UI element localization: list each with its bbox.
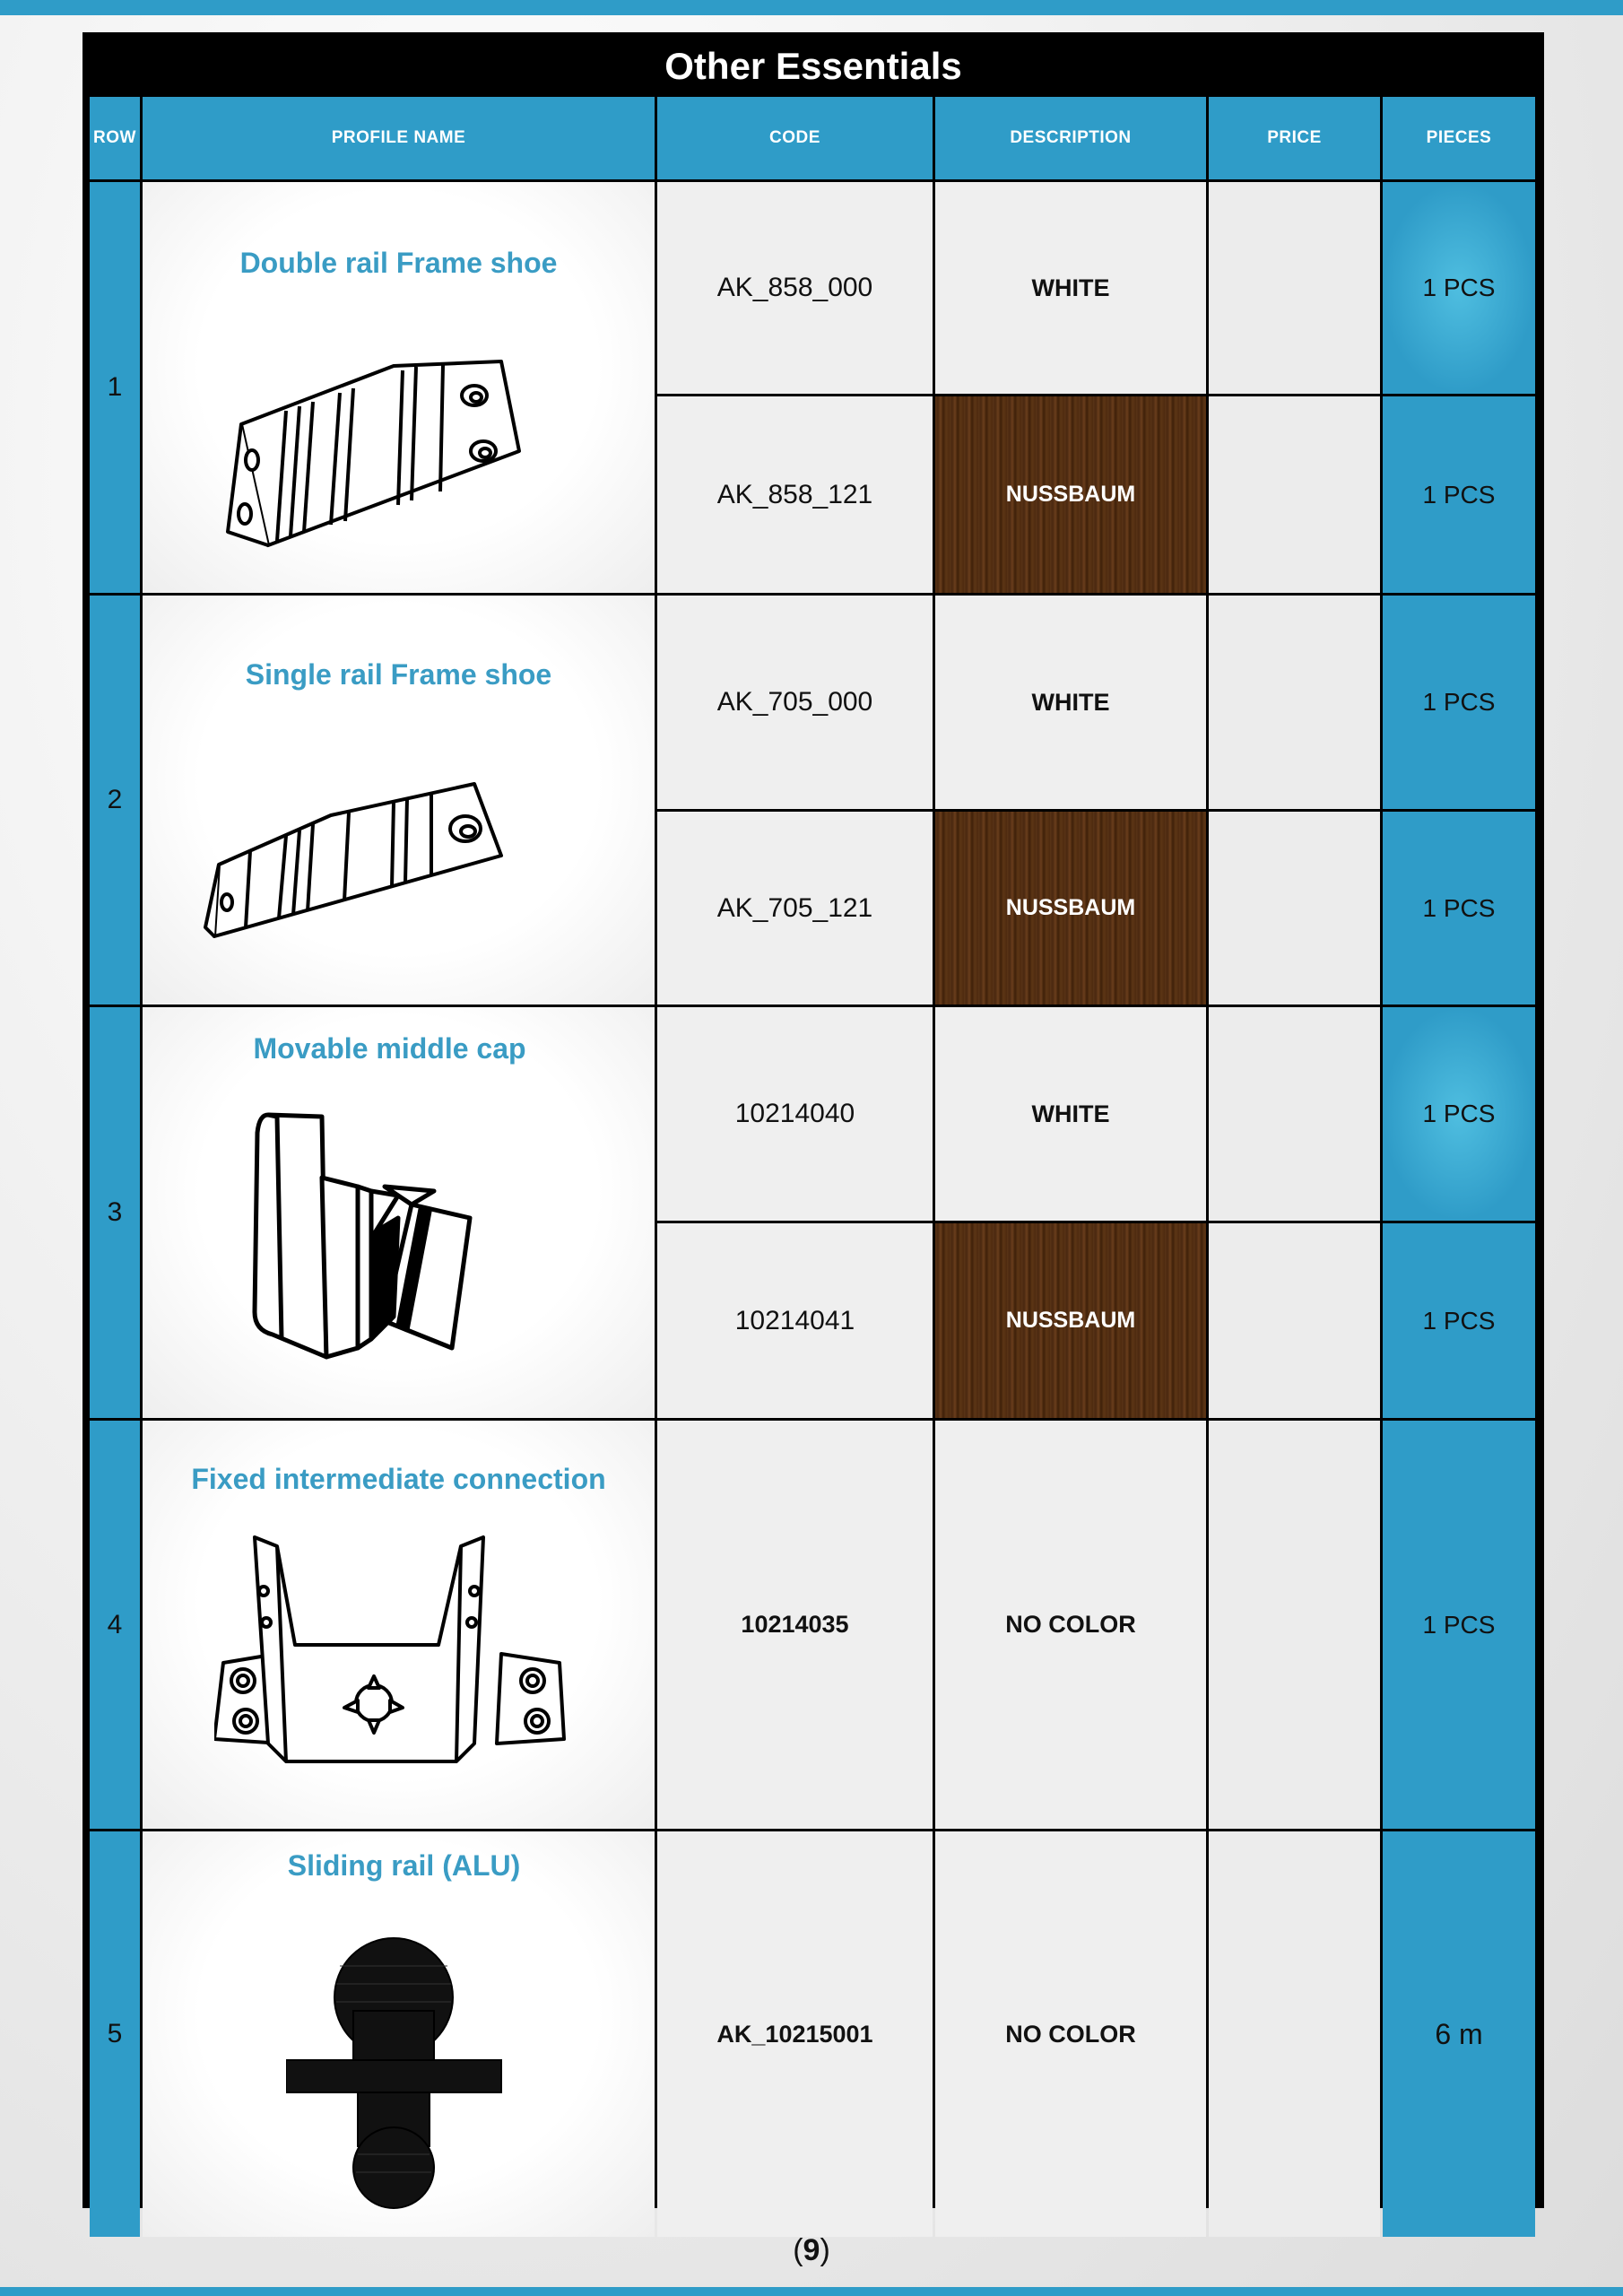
pieces-cell: 1 PCS (1383, 182, 1535, 394)
price-cell (1209, 812, 1380, 1004)
page-number-value: 9 (803, 2233, 820, 2267)
product-table (82, 32, 1544, 2208)
pieces-cell: 1 PCS (1383, 1223, 1535, 1418)
price-cell (1209, 1421, 1380, 1829)
movable-middle-cap-image (241, 1106, 528, 1375)
header-price: PRICE (1209, 97, 1380, 179)
page-number: (9) (793, 2233, 830, 2267)
product-cell (143, 1421, 655, 1829)
page-title: Other Essentials (664, 45, 962, 87)
header-code: CODE (657, 97, 933, 179)
double-rail-frame-shoe-image (214, 326, 591, 559)
code-cell: AK_858_000 (657, 182, 933, 394)
fixed-intermediate-connection-image (214, 1528, 591, 1779)
code-cell: 10214035 (657, 1421, 933, 1829)
product-name: Movable middle cap (253, 1032, 526, 1065)
pieces-cell: 1 PCS (1383, 396, 1535, 593)
code-cell: 10214041 (657, 1223, 933, 1418)
pieces-cell: 1 PCS (1383, 812, 1535, 1004)
description-cell-wood-swatch: NUSSBAUM (935, 812, 1206, 1004)
product-cell (143, 1831, 655, 2237)
row-number: 2 (90, 596, 140, 1004)
row-number: 1 (90, 182, 140, 593)
product-name: Single rail Frame shoe (245, 658, 552, 691)
product-cell (143, 182, 655, 593)
row-number: 3 (90, 1007, 140, 1418)
header-description: DESCRIPTION (935, 97, 1206, 179)
pieces-cell: 6 m (1383, 1831, 1535, 2237)
description-cell-wood-swatch: NUSSBAUM (935, 396, 1206, 593)
description-cell: WHITE (935, 182, 1206, 394)
price-cell (1209, 1223, 1380, 1418)
price-cell (1209, 1007, 1380, 1221)
code-cell: AK_705_121 (657, 812, 933, 1004)
description-cell: WHITE (935, 596, 1206, 809)
price-cell (1209, 396, 1380, 593)
code-cell: AK_705_000 (657, 596, 933, 809)
pieces-cell: 1 PCS (1383, 1421, 1535, 1829)
code-cell: 10214040 (657, 1007, 933, 1221)
header-profile-name: PROFILE NAME (143, 97, 655, 179)
row-number: 4 (90, 1421, 140, 1829)
price-cell (1209, 1831, 1380, 2237)
sliding-rail-alu-image (286, 1930, 510, 2217)
product-cell (143, 596, 655, 1004)
row-number: 5 (90, 1831, 140, 2237)
product-name: Double rail Frame shoe (239, 247, 558, 279)
description-cell-wood-swatch: NUSSBAUM (935, 1223, 1206, 1418)
single-rail-frame-shoe-image (196, 748, 591, 945)
top-accent-bar (0, 0, 1623, 15)
pieces-cell: 1 PCS (1383, 596, 1535, 809)
product-name: Fixed intermediate connection (191, 1463, 606, 1495)
price-cell (1209, 182, 1380, 394)
code-cell: AK_858_121 (657, 396, 933, 593)
header-row: ROW (90, 97, 140, 179)
product-cell (143, 1007, 655, 1418)
header-pieces: PIECES (1383, 97, 1535, 179)
description-cell: WHITE (935, 1007, 1206, 1221)
pieces-cell: 1 PCS (1383, 1007, 1535, 1221)
description-cell: NO COLOR (935, 1421, 1206, 1829)
code-cell: AK_10215001 (657, 1831, 933, 2237)
price-cell (1209, 596, 1380, 809)
description-cell: NO COLOR (935, 1831, 1206, 2237)
bottom-accent-bar (0, 2287, 1623, 2296)
product-name: Sliding rail (ALU) (287, 1849, 521, 1882)
